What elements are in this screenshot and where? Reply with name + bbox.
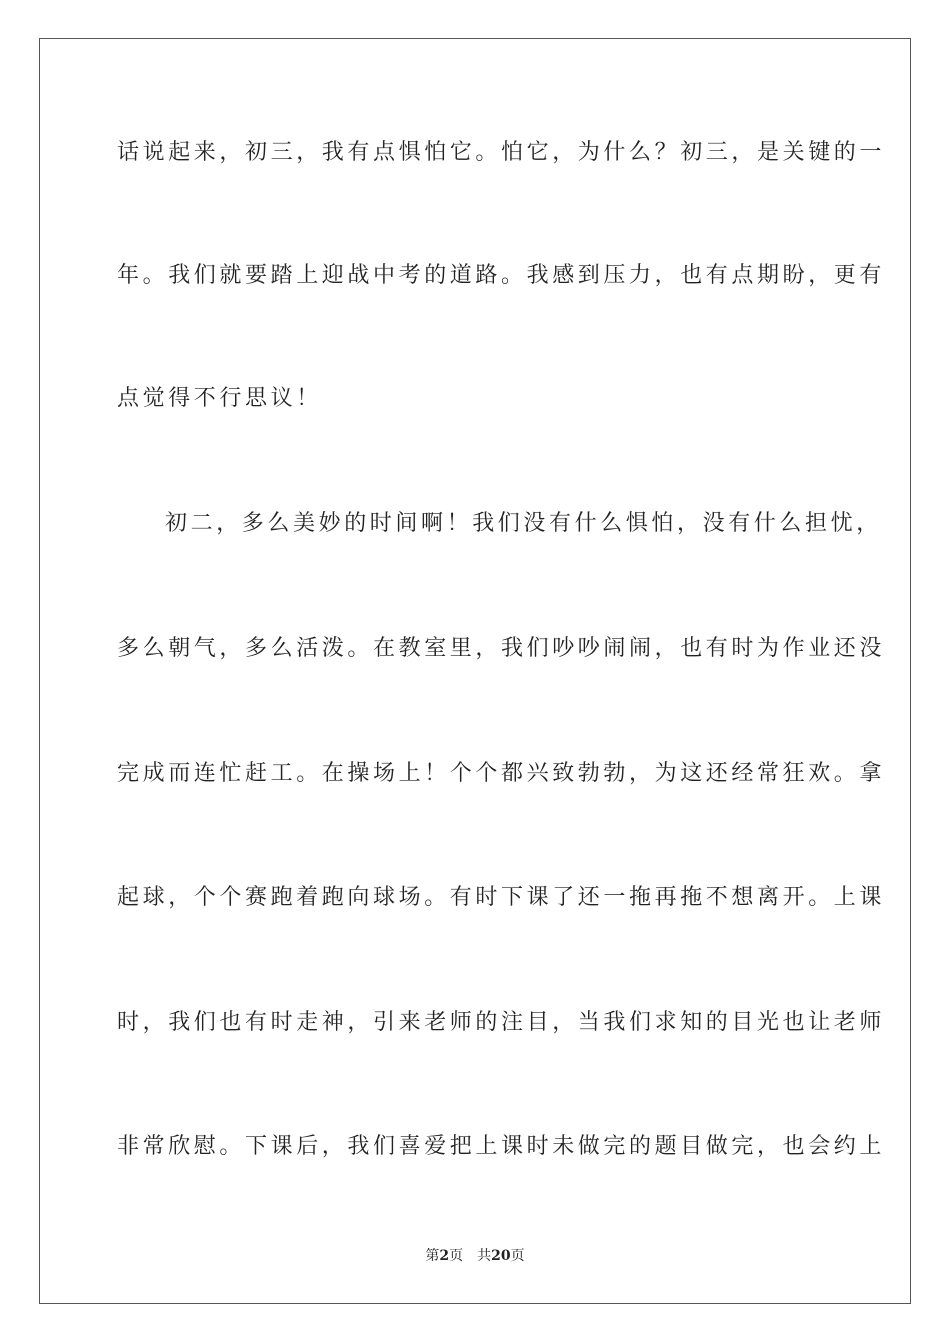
body-text-line-7: 起球，个个赛跑着跑向球场。有时下课了还一拖再拖不想离开。上课 [117,885,886,910]
body-text-line-5: 多么朝气，多么活泼。在教室里，我们吵吵闹闹，也有时为作业还没 [117,636,886,661]
body-text-line-3: 点觉得不行思议！ [117,386,322,411]
page-label-prefix: 第 [425,1248,440,1264]
body-text-line-2: 年。我们就要踏上迎战中考的道路。我感到压力，也有点期盼，更有 [117,263,886,288]
page-border [39,38,911,1304]
total-label-suffix: 页 [510,1248,525,1264]
body-text-line-8: 时，我们也有时走神，引来老师的注目，当我们求知的目光也让老师 [117,1010,886,1035]
total-label-prefix: 共 [477,1248,492,1264]
body-text-line-1: 话说起来，初三，我有点惧怕它。怕它，为什么？初三，是关键的一 [117,140,886,165]
body-text-line-9: 非常欣慰。下课后，我们喜爱把上课时未做完的题目做完，也会约上 [117,1134,886,1159]
total-pages: 20 [491,1248,511,1264]
page-number: 2 [439,1248,450,1264]
page-label-suffix: 页 [449,1248,464,1264]
body-text-line-4: 初二，多么美妙的时间啊！我们没有什么惧怕，没有什么担忧， [165,511,882,536]
page-footer [0,1247,950,1265]
body-text-line-6: 完成而连忙赶工。在操场上！个个都兴致勃勃，为这还经常狂欢。拿 [117,761,886,786]
